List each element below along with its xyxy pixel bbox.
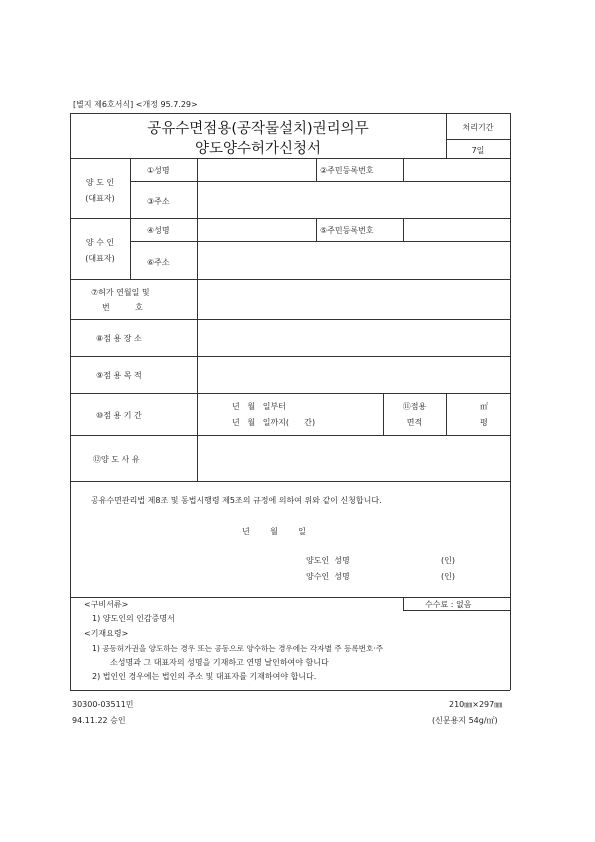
transferor-address-label: ③주소 — [147, 197, 170, 206]
transferee-sign-label: 양수인 성명 — [306, 572, 350, 581]
instruction-item-1: 1) 공동허가권을 양도하는 경우 또는 공동으로 양수하는 경우에는 각자별 주 등록번호·주 — [92, 644, 384, 653]
use-place-field[interactable] — [199, 321, 508, 354]
transferee-id-field[interactable] — [405, 220, 508, 239]
form-code: 30300-03511민 — [72, 700, 134, 709]
attachments-header: <구비서류> — [84, 600, 129, 609]
transferee-label: 양 수 인 — [85, 238, 115, 247]
paper-type: (신문용지 54g/㎡) — [432, 716, 498, 725]
use-period-from[interactable]: 년 월 일부터 — [232, 402, 286, 411]
transferee-address-label: ⑥주소 — [147, 258, 170, 267]
transfer-reason-field[interactable] — [199, 437, 508, 479]
transfer-reason-label: ⑫양 도 사 유 — [93, 455, 140, 464]
use-period-to[interactable]: 년 월 일까지( 간) — [232, 418, 316, 427]
use-area-label-2: 면적 — [406, 418, 423, 427]
transferor-rep-label: (대표자) — [85, 194, 115, 203]
paper-size: 210㎜×297㎜ — [449, 700, 503, 709]
transferee-id-label: ⑤주민등록번호 — [320, 226, 374, 235]
approval-date: 94.11.22 승인 — [72, 716, 126, 725]
form-title-line2: 양도양수허가신청서 — [194, 141, 322, 157]
use-purpose-label: ⑨점 용 목 적 — [96, 371, 142, 380]
transferee-rep-label: (대표자) — [85, 254, 115, 263]
transferor-id-field[interactable] — [405, 160, 508, 179]
transferor-sign-label: 양도인 성명 — [306, 556, 350, 565]
transferee-name-field[interactable] — [199, 220, 314, 239]
permit-number-label: 번 호 — [102, 303, 143, 312]
transferee-address-field[interactable] — [199, 243, 508, 277]
area-unit-pyeong: 평 — [480, 418, 488, 427]
attachment-item-1: 1) 양도인의 인감증명서 — [92, 614, 175, 623]
permit-date-field[interactable] — [199, 281, 508, 317]
declaration-text: 공유수면관리법 제8조 및 동법시행령 제5조의 규정에 의하여 위와 같이 신청합니다. — [91, 496, 382, 505]
processing-period-value: 7일 — [471, 146, 485, 155]
processing-period-label: 처리기간 — [462, 123, 494, 132]
transferor-id-label: ②주민등록번호 — [320, 166, 374, 175]
use-purpose-field[interactable] — [199, 358, 508, 391]
use-period-label: ⑩점 용 기 간 — [96, 411, 142, 420]
transferor-seal: (인) — [441, 556, 455, 565]
form-reference: [별지 제6호서식] <개정 95.7.29> — [73, 100, 198, 109]
form-title-line1: 공유수면점용(공작물설치)권리의무 — [147, 121, 369, 137]
use-area-label: ⑪점용 — [402, 402, 427, 411]
fee-label: 수수료 : 없음 — [425, 600, 472, 609]
transferor-label: 양 도 인 — [85, 178, 115, 187]
transferee-seal: (인) — [441, 572, 455, 581]
application-date[interactable]: 년 월 일 — [242, 527, 306, 536]
transferor-address-field[interactable] — [199, 183, 508, 216]
permit-date-label: ⑦허가 연월일 및 — [91, 288, 150, 297]
instructions-header: <기재요령> — [84, 629, 129, 638]
transferor-name-field[interactable] — [199, 160, 314, 179]
transferee-name-label: ④성명 — [147, 226, 170, 235]
instruction-item-2: 2) 법인인 경우에는 법인의 주소 및 대표자를 기재하여야 합니다. — [92, 672, 317, 681]
instruction-item-1-cont: 소성명과 그 대표자의 성명을 기재하고 연명 날인하여야 함니다 — [110, 658, 329, 667]
use-place-label: ⑧점 용 장 소 — [96, 334, 142, 343]
transferor-name-label: ①성명 — [147, 166, 170, 175]
area-unit-sqm: ㎡ — [480, 402, 488, 411]
